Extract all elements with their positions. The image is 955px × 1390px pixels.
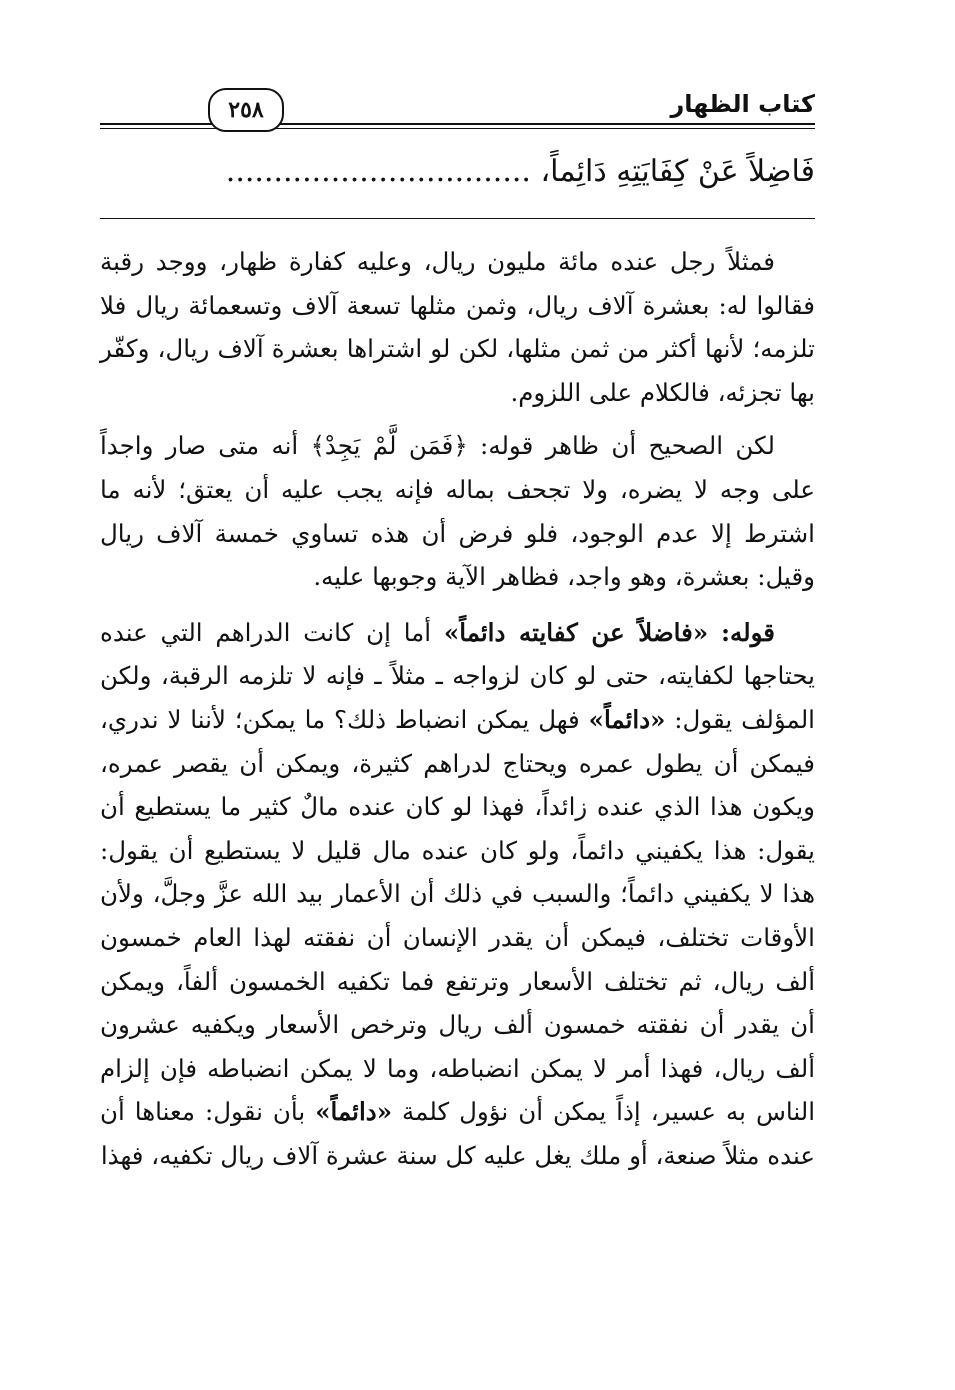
paragraph: لكن الصحيح أن ظاهر قوله: ﴿فَمَن لَّمْ يَجِدْ﴾ أنه متى صار واجداً على وجه لا يضره، ولا تجحف بماله فإنه يجب عليه أن يعتق؛ لأنه ما اشترط إلا عدم الوجود، فلو فرض أن هذه تساوي خمسة آلاف ريال وقيل: بعشرة، وهو واجد، فظاهر الآية وجوبها عليه. [100, 431, 815, 592]
paragraph-text: فهل يمكن انضباط ذلك؟ ما يمكن؛ لأننا لا ندري، فيمكن أن يطول عمره ويحتاج لدراهم كثيرة، ويمكن أن يقصر عمره، ويكون هذا الذي عنده زائداً، فهذا لو كان عنده مالٌ كثير ما يستطيع أن يقول: هذا يكفيني دائماً، ولو كان عنده مال قليل لا يستطيع أن يقول: هذا لا يكفيني دائماً؛ والسبب في ذلك أن الأعمار بيد الله عزَّ وجلَّ، ولأن الأوقات تختلف، فيمكن أن يقدر الإنسان أن نفقته لهذا العام خمسون ألف ريال، ثم تختلف الأسعار وترتفع فما تكفيه الخمسون ألفاً، ويمكن أن يقدر أن نفقته خمسون ألف ريال وترخص الأسعار ويكفيه عشرون ألف ريال، فهذا أمر لا يمكن انضباطه، وما لا يمكن انضباطه فإن إلزام الناس به عسير، إذاً يمكن أن نؤول كلمة [100, 704, 816, 1127]
paragraph-text: أما إن كانت الدراهم التي عنده يحتاجها لكفايته، حتى لو كان لزواجه ـ مثلاً ـ فإنه لا تلزمه الرقبة، ولكن المؤلف يقول: [100, 617, 815, 734]
quoted-word: «دائماً» [588, 704, 666, 734]
commentary-body [100, 240, 815, 1185]
matn-text: فَاضِلاً عَنْ كِفَايَتِهِ دَائِماً، ................................ [225, 154, 815, 189]
quoted-word: «دائماً» [315, 1097, 393, 1127]
running-header [100, 88, 815, 130]
header-rule [100, 123, 815, 125]
paragraph [100, 611, 815, 1178]
paragraph: فمثلاً رجل عنده مائة مليون ريال، وعليه كفارة ظهار، ووجد رقبة فقالوا له: بعشرة آلاف ريال، وثمن مثلها تسعة آلاف وتسعمائة ريال فلا تلزمه؛ لأنها أكثر من ثمن مثلها، لكن لو اشتراها بعشرة آلاف ريال، وكفّر بها تجزئه، فالكلام على اللزوم. [100, 247, 815, 407]
quoted-matn: «فاضلاً عن كفايته دائماً» [443, 617, 709, 647]
book-title: كتاب الظهار [670, 90, 815, 118]
matn-separator [100, 218, 815, 219]
paragraph-text: بأن نقول: معناها أن عنده مثلاً صنعة، أو ملك يغل عليه كل سنة عشرة آلاف ريال تكفيه، فهذا [100, 1097, 815, 1170]
paragraph-label: قوله: [720, 617, 775, 647]
page-number: ٢٥٨ [208, 88, 284, 132]
header-rule-thin [100, 128, 815, 129]
